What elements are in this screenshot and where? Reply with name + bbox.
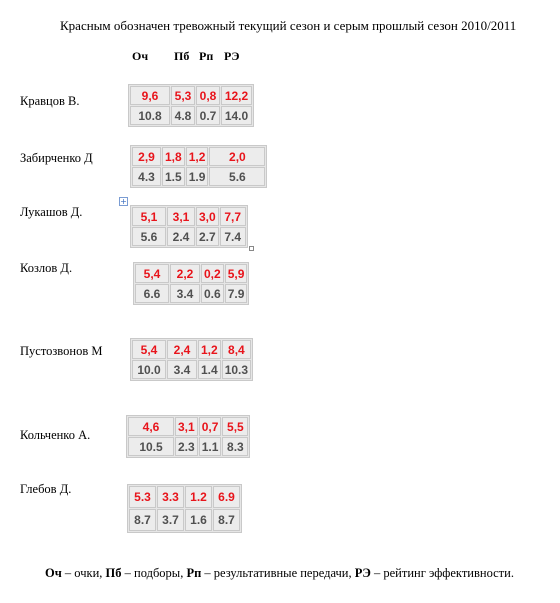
player-name: Козлов Д. xyxy=(20,261,73,275)
stat-cell: 3,1 xyxy=(175,417,198,436)
previous-season-row xyxy=(132,227,246,246)
previous-season-row xyxy=(128,437,248,456)
current-season-row xyxy=(132,207,246,226)
stat-cell: 2.4 xyxy=(167,227,195,246)
previous-season-row xyxy=(129,509,240,531)
player-name: Кравцов В. xyxy=(20,94,80,108)
stat-cell: 1.5 xyxy=(162,167,185,186)
legend-key: Пб xyxy=(105,566,122,580)
stats-table xyxy=(130,205,248,248)
stats-table xyxy=(130,145,267,188)
stat-cell: 5,4 xyxy=(132,340,166,359)
stat-cell: 0,2 xyxy=(201,264,224,283)
stat-cell: 1,2 xyxy=(198,340,221,359)
stat-cell: 10.0 xyxy=(132,360,166,379)
stat-cell: 8,4 xyxy=(222,340,251,359)
legend-text: – очки, xyxy=(61,566,106,580)
stat-cell: 2,4 xyxy=(167,340,197,359)
stat-cell: 2.7 xyxy=(196,227,219,246)
stat-cell: 8.3 xyxy=(222,437,248,456)
current-season-row xyxy=(135,264,247,283)
stat-cell: 9,6 xyxy=(130,86,170,105)
current-season-row xyxy=(129,486,240,508)
stat-cell: 10.5 xyxy=(128,437,174,456)
previous-season-row xyxy=(132,360,251,379)
stat-cell: 3.3 xyxy=(157,486,184,508)
stats-table xyxy=(128,84,254,127)
legend-key: РЭ xyxy=(354,566,371,580)
stat-cell: 0,7 xyxy=(199,417,222,436)
stat-cell: 5.3 xyxy=(129,486,156,508)
previous-season-row xyxy=(130,106,252,125)
stat-cell: 0.7 xyxy=(196,106,220,125)
previous-season-row xyxy=(135,284,247,303)
stat-cell: 0.6 xyxy=(201,284,224,303)
legend-key: Оч xyxy=(45,566,62,580)
header-efficiency: РЭ xyxy=(224,49,240,63)
current-season-row xyxy=(132,147,265,166)
stats-table xyxy=(126,415,250,458)
page-title: Красным обозначен тревожный текущий сезон и серым прошлый сезон 2010/2011 xyxy=(60,18,517,33)
player-name: Кольченко А. xyxy=(20,428,91,442)
stat-cell: 1.9 xyxy=(186,167,209,186)
stats-table xyxy=(127,484,242,533)
stat-cell: 12,2 xyxy=(221,86,252,105)
stat-cell: 2,2 xyxy=(170,264,200,283)
previous-season-row xyxy=(132,167,265,186)
header-assists: Рп xyxy=(199,49,214,63)
player-name: Лукашов Д. xyxy=(20,205,83,219)
stat-cell: 3.7 xyxy=(157,509,184,531)
table-move-handle-icon[interactable]: + xyxy=(120,197,127,206)
stat-cell: 1.1 xyxy=(199,437,222,456)
stat-cell: 6.9 xyxy=(213,486,240,508)
stat-cell: 14.0 xyxy=(221,106,252,125)
stat-cell: 4.8 xyxy=(171,106,195,125)
stat-cell: 2.3 xyxy=(175,437,198,456)
stat-cell: 1.6 xyxy=(185,509,212,531)
stat-cell: 3,1 xyxy=(167,207,195,226)
legend-text: – подборы, xyxy=(121,566,187,580)
current-season-row xyxy=(132,340,251,359)
stat-cell: 5,3 xyxy=(171,86,195,105)
stat-cell: 0,8 xyxy=(196,86,220,105)
column-headers xyxy=(0,49,560,65)
stat-cell: 2,0 xyxy=(209,147,265,166)
stat-cell: 4.3 xyxy=(132,167,161,186)
stat-cell: 1.4 xyxy=(198,360,221,379)
current-season-row xyxy=(130,86,252,105)
player-name: Глебов Д. xyxy=(20,482,72,496)
legend-text: – рейтинг эффективности. xyxy=(370,566,514,580)
stat-cell: 1,2 xyxy=(186,147,209,166)
legend-text: – результативные передачи, xyxy=(201,566,355,580)
stat-cell: 10.8 xyxy=(130,106,170,125)
header-points: Оч xyxy=(132,49,149,63)
stat-cell: 1.2 xyxy=(185,486,212,508)
stat-cell: 2,9 xyxy=(132,147,161,166)
stat-cell: 5,9 xyxy=(225,264,248,283)
stat-cell: 8.7 xyxy=(129,509,156,531)
stat-cell: 4,6 xyxy=(128,417,174,436)
player-name: Пустозвонов М xyxy=(20,344,103,358)
stat-cell: 7,7 xyxy=(220,207,246,226)
stat-cell: 6.6 xyxy=(135,284,169,303)
stat-cell: 1,8 xyxy=(162,147,185,166)
stat-cell: 5,5 xyxy=(222,417,248,436)
stat-cell: 3,0 xyxy=(196,207,219,226)
stat-cell: 7.9 xyxy=(225,284,248,303)
table-resize-handle[interactable] xyxy=(249,246,254,251)
header-rebounds: Пб xyxy=(174,49,190,63)
stat-cell: 3.4 xyxy=(167,360,197,379)
stat-cell: 3.4 xyxy=(170,284,200,303)
stats-table xyxy=(130,338,253,381)
stat-cell: 7.4 xyxy=(220,227,246,246)
legend-key: Рп xyxy=(186,566,202,580)
stat-cell: 5,4 xyxy=(135,264,169,283)
stat-cell: 5,1 xyxy=(132,207,166,226)
current-season-row xyxy=(128,417,248,436)
stats-table xyxy=(133,262,249,305)
stat-cell: 10.3 xyxy=(222,360,251,379)
stat-cell: 8.7 xyxy=(213,509,240,531)
player-name: Забирченко Д xyxy=(20,151,93,165)
legend xyxy=(45,566,514,581)
stat-cell: 5.6 xyxy=(209,167,265,186)
stat-cell: 5.6 xyxy=(132,227,166,246)
